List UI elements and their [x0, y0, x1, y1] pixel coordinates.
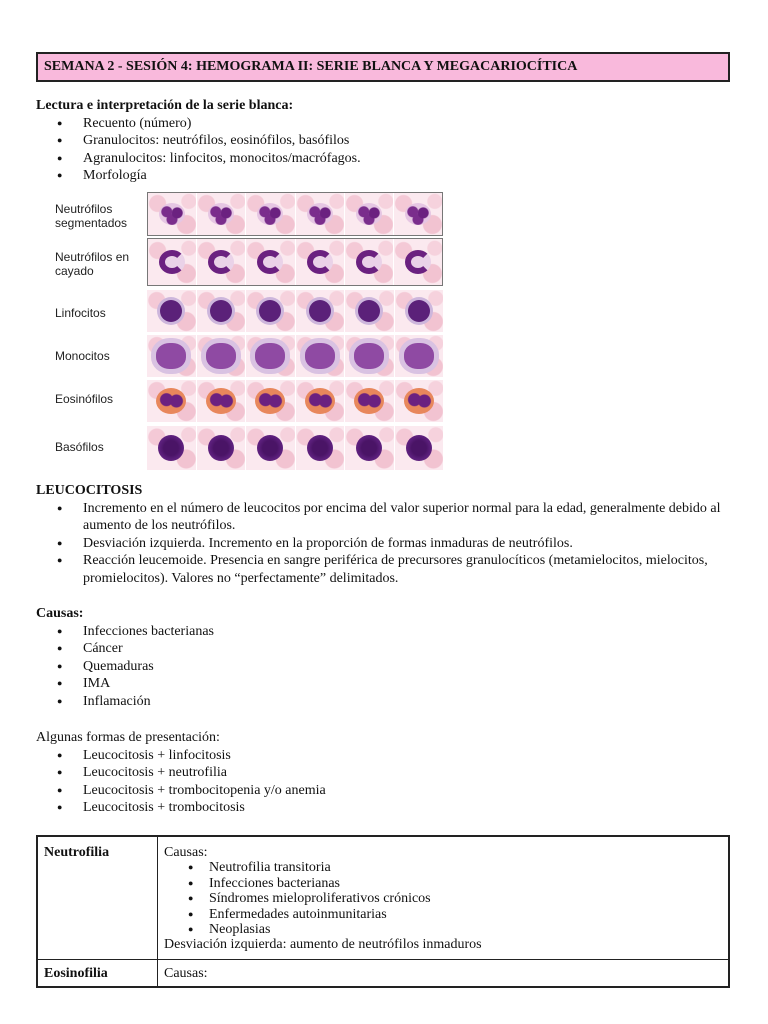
- list-item: ● Síndromes mieloproliferativos crónicos: [164, 891, 722, 906]
- causas-list: [36, 623, 730, 711]
- list-item: ● Infecciones bacterianas: [164, 876, 722, 891]
- cell-image: [296, 239, 344, 285]
- neutrofilia-causes-list: [164, 860, 722, 937]
- white-cell-figure: [55, 190, 445, 472]
- row-label-eosinofilos: Eosinófilos: [55, 392, 114, 406]
- cell-image: [394, 239, 442, 285]
- list-item: ● Neutrofilia transitoria: [164, 860, 722, 875]
- list-item: ● Leucocitosis + linfocitosis: [36, 747, 730, 765]
- list-item: ● Cáncer: [36, 640, 730, 658]
- table-row-label-eosinofilia: Eosinofilia: [44, 966, 108, 981]
- cell-image: [246, 239, 294, 285]
- cell-image: [296, 335, 345, 377]
- row-label-segmentados: Neutrófilos segmentados: [55, 202, 128, 230]
- cell-image: [197, 380, 246, 422]
- eosinofilos-images: [147, 380, 443, 422]
- cell-image: [395, 290, 444, 332]
- cell-image: [246, 193, 294, 235]
- linfocitos-images: [147, 290, 443, 332]
- row-label-basofilos: Basófilos: [55, 440, 104, 454]
- causas-heading: Causas:: [36, 606, 84, 621]
- list-item: ● Morfología: [36, 167, 730, 185]
- cell-image: [395, 380, 444, 422]
- cayado-images: [147, 238, 443, 286]
- monocitos-images: [147, 335, 443, 377]
- cell-image: [296, 380, 345, 422]
- cell-image: [345, 193, 393, 235]
- cell-image: [395, 335, 444, 377]
- list-item: ● Leucocitosis + trombocitosis: [36, 799, 730, 817]
- leucocitosis-list: [36, 500, 730, 588]
- cell-image: [147, 426, 196, 470]
- cell-image: [345, 335, 394, 377]
- cell-image: [148, 239, 196, 285]
- cell-image: [147, 380, 196, 422]
- cell-image: [246, 426, 295, 470]
- table-cell-eosinofilia: [164, 966, 722, 981]
- segmentados-images: [147, 192, 443, 236]
- cell-image: [296, 426, 345, 470]
- formas-heading: Algunas formas de presentación:: [36, 730, 220, 745]
- cell-image: [197, 426, 246, 470]
- causes-table: [36, 835, 730, 988]
- table-row-label-neutrofilia: Neutrofilia: [44, 845, 110, 860]
- list-item: ● Desviación izquierda. Incremento en la proporción de formas inmaduras de neutrófilos.: [36, 535, 730, 553]
- row-label-monocitos: Monocitos: [55, 349, 110, 363]
- list-item: ● Infecciones bacterianas: [36, 623, 730, 641]
- cell-image: [197, 193, 245, 235]
- row-label-cayado: Neutrófilos en cayado: [55, 250, 130, 278]
- cell-image: [197, 335, 246, 377]
- table-cell-neutrofilia: [164, 845, 722, 953]
- leucocitosis-section: [36, 482, 730, 587]
- list-item: ● Incremento en el número de leucocitos por encima del valor superior normal para la edad, generalmente debido al aumento de los neutrófilos.: [36, 500, 730, 535]
- list-item: ● Leucocitosis + trombocitopenia y/o anemia: [36, 782, 730, 800]
- lectura-heading: Lectura e interpretación de la serie blanca:: [36, 98, 294, 113]
- list-item: ● Reacción leucemoide. Presencia en sangre periférica de precursores granulocíticos (metamielocitos, mielocitos, promielocitos). Valores no “perfectamente” delimitados.: [36, 552, 730, 587]
- cell-image: [197, 290, 246, 332]
- lectura-list: [36, 115, 730, 185]
- list-item: ● Recuento (número): [36, 115, 730, 133]
- cell-image: [246, 290, 295, 332]
- page-title: SEMANA 2 - SESIÓN 4: HEMOGRAMA II: SERIE BLANCA Y MEGACARIOCÍTICA: [36, 52, 730, 82]
- causas-label: Causas:: [164, 845, 208, 860]
- lectura-section: [36, 97, 730, 185]
- basofilos-images: [147, 426, 443, 470]
- cell-image: [395, 426, 444, 470]
- cell-image: [147, 335, 196, 377]
- list-item: ● Agranulocitos: linfocitos, monocitos/macrófagos.: [36, 150, 730, 168]
- cell-image: [197, 239, 245, 285]
- causas-label: Causas:: [164, 966, 208, 981]
- cell-image: [246, 335, 295, 377]
- cell-image: [147, 290, 196, 332]
- causas-section: [36, 605, 730, 710]
- formas-section: [36, 729, 730, 817]
- neutrofilia-note: Desviación izquierda: aumento de neutrófilos inmaduros: [164, 937, 482, 953]
- formas-list: [36, 747, 730, 817]
- list-item: ● Inflamación: [36, 693, 730, 711]
- row-label-linfocitos: Linfocitos: [55, 306, 106, 320]
- list-item: ● Granulocitos: neutrófilos, eosinófilos, basófilos: [36, 132, 730, 150]
- cell-image: [148, 193, 196, 235]
- list-item: ● Quemaduras: [36, 658, 730, 676]
- cell-image: [345, 380, 394, 422]
- cell-image: [394, 193, 442, 235]
- list-item: ● IMA: [36, 675, 730, 693]
- cell-image: [345, 426, 394, 470]
- cell-image: [246, 380, 295, 422]
- cell-image: [345, 239, 393, 285]
- list-item: ● Enfermedades autoinmunitarias: [164, 907, 722, 922]
- list-item: ● Neoplasias: [164, 922, 722, 937]
- cell-image: [345, 290, 394, 332]
- cell-image: [296, 290, 345, 332]
- cell-image: [296, 193, 344, 235]
- leucocitosis-heading: LEUCOCITOSIS: [36, 483, 143, 498]
- list-item: ● Leucocitosis + neutrofilia: [36, 764, 730, 782]
